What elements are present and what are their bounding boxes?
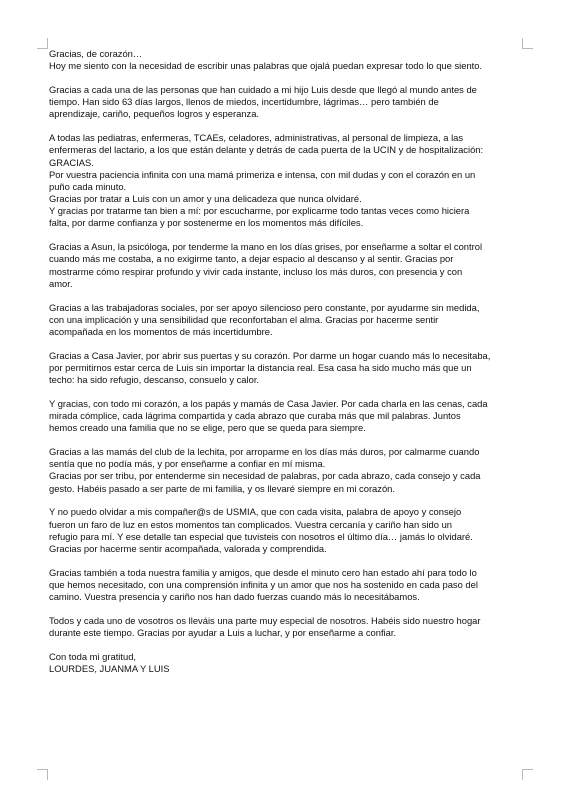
text-line: aprendizaje, cariño, pequeños logros y esperanza. bbox=[49, 108, 260, 120]
paragraph-spacing bbox=[49, 121, 525, 133]
text-line: Gracias por hacerme sentir acompañada, valorada y comprendida. bbox=[49, 542, 327, 554]
paragraph-spacing bbox=[49, 434, 525, 446]
text-line: hemos creado una familia que no se elige, pero que se queda para siempre. bbox=[49, 422, 366, 434]
paragraph bbox=[49, 506, 525, 555]
text-line: Gracias, de corazón… bbox=[49, 48, 143, 59]
text-line: tiempo. Han sido 63 días largos, llenos de miedos, incertidumbre, lágrimas… pero también de bbox=[49, 96, 439, 108]
paragraph bbox=[49, 350, 525, 387]
text-line: durante este tiempo. Gracias por ayudar a Luis a luchar, y por enseñarme a confiar. bbox=[49, 627, 397, 639]
text-line: Gracias por tratar a Luis con un amor y una delicadeza que nunca olvidaré. bbox=[49, 193, 362, 205]
paragraph-spacing bbox=[49, 386, 525, 398]
text-line: mirada cómplice, cada lágrima compartida y cada abrazo que curaba más que mil palabras. Juntos bbox=[49, 410, 461, 422]
paragraph-spacing bbox=[49, 603, 525, 615]
paragraph bbox=[49, 398, 525, 435]
document-body[interactable] bbox=[49, 48, 525, 675]
text-line: Con toda mi gratitud, bbox=[49, 650, 137, 662]
margin-corner-top-left bbox=[37, 38, 48, 49]
text-line: Gracias por ser tribu, por entenderme sin necesidad de palabras, por cada abrazo, cada consejo y cada bbox=[49, 470, 481, 482]
text-line: mostrarme cómo respirar profundo y vivir cada instante, incluso los más duros, con presencia y con bbox=[49, 265, 463, 277]
paragraph-spacing bbox=[49, 495, 525, 507]
paragraph bbox=[49, 446, 525, 495]
text-line: por permitirnos estar cerca de Luis sin importar la distancia real. Esa casa ha sido mucho más que un bbox=[49, 361, 472, 373]
paragraph bbox=[49, 48, 525, 72]
text-line: techo: ha sido refugio, descanso, consuelo y calor. bbox=[49, 374, 260, 386]
text-line: enfermeras del lactario, a los que están delante y detrás de cada puerta de la UCIN y de hospitalización: bbox=[49, 144, 484, 156]
paragraph-spacing bbox=[49, 639, 525, 651]
text-line: Gracias a las mamás del club de la lechita, por arroparme en los días más duros, por calmarme cuando bbox=[49, 446, 480, 458]
paragraph bbox=[49, 241, 525, 290]
text-line: falta, por darme confianza y por sostenerme en los momentos más difíciles. bbox=[49, 217, 364, 229]
text-line: camino. Vuestra presencia y cariño nos han dado fuerzas cuando más lo necesitábamos. bbox=[49, 591, 420, 603]
paragraph bbox=[49, 132, 525, 230]
text-line: Gracias a Asun, la psicóloga, por tenderme la mano en los días grises, por enseñarme a soltar el control bbox=[49, 241, 483, 253]
text-line: refugio para mí. Y ese detalle tan especial que tuvisteis con nosotros el último día… jamás lo olvidaré. bbox=[49, 530, 473, 542]
text-line: Gracias también a toda nuestra familia y amigos, que desde el minuto cero han estado ahí para todo lo bbox=[49, 566, 477, 578]
text-line: Y gracias por tratarme tan bien a mí: por escucharme, por explicarme todo tantas veces como hiciera bbox=[49, 205, 470, 217]
text-line: Gracias a las trabajadoras sociales, por ser apoyo silencioso pero constante, por ayudarme sin medida, bbox=[49, 301, 480, 313]
paragraph bbox=[49, 651, 525, 675]
paragraph bbox=[49, 302, 525, 339]
paragraph bbox=[49, 84, 525, 121]
text-line: gesto. Habéis pasado a ser parte de mi familia, y os llevaré siempre en mi corazón. bbox=[49, 482, 395, 494]
text-line: amor. bbox=[49, 277, 73, 289]
text-line: Y gracias, con todo mi corazón, a los papás y mamás de Casa Javier. Por cada charla en las cenas, cada bbox=[49, 397, 488, 409]
paragraph-spacing bbox=[49, 555, 525, 567]
text-line: Gracias a cada una de las personas que han cuidado a mi hijo Luis desde que llegó al mundo antes de bbox=[49, 83, 477, 95]
text-line: sentía que no podía más, y por enseñarme a confiar en mí misma. bbox=[49, 458, 326, 470]
text-line: con una implicación y una sensibilidad que reconfortaban el alma. Gracias por hacerme sentir bbox=[49, 313, 439, 325]
paragraph-spacing bbox=[49, 338, 525, 350]
text-line: Y no puedo olvidar a mis compañer@s de USMIA, que con cada visita, palabra de apoyo y consejo bbox=[49, 506, 462, 518]
text-line: que hemos necesitado, con una comprensión infinita y un amor que nos ha sostenido en cada paso del bbox=[49, 578, 478, 590]
text-line: A todas las pediatras, enfermeras, TCAEs, celadores, administrativas, al personal de limpieza, a las bbox=[49, 132, 464, 144]
text-line: puño cada minuto. bbox=[49, 180, 127, 192]
text-line: fueron un faro de luz en estos momentos tan complicados. Vuestra cercanía y cariño han sido un bbox=[49, 518, 453, 530]
text-line: Por vuestra paciencia infinita con una mamá primeriza e intensa, con mil dudas y con el corazón en un bbox=[49, 168, 476, 180]
paragraph bbox=[49, 567, 525, 604]
text-line: Todos y cada uno de vosotros os lleváis una parte muy especial de nosotros. Habéis sido nuestro hogar bbox=[49, 614, 481, 626]
text-line: Gracias a Casa Javier, por abrir sus puertas y su corazón. Por darme un hogar cuando más lo necesitaba, bbox=[49, 349, 491, 361]
text-line: Hoy me siento con la necesidad de escribir unas palabras que ojalá puedan expresar todo lo que siento. bbox=[49, 60, 483, 72]
paragraph-spacing bbox=[49, 290, 525, 302]
paragraph bbox=[49, 615, 525, 639]
text-line: GRACIAS. bbox=[49, 156, 94, 168]
text-line: acompañada en los momentos de más incertidumbre. bbox=[49, 325, 273, 337]
text-line: LOURDES, JUANMA Y LUIS bbox=[49, 663, 170, 675]
margin-corner-bottom-right bbox=[522, 769, 533, 780]
margin-corner-bottom-left bbox=[37, 769, 48, 780]
paragraph-spacing bbox=[49, 230, 525, 242]
text-line: cuando más me costaba, a no exigirme tanto, a dejar espacio al descanso y al sentir. Gracias por bbox=[49, 253, 454, 265]
paragraph-spacing bbox=[49, 72, 525, 84]
